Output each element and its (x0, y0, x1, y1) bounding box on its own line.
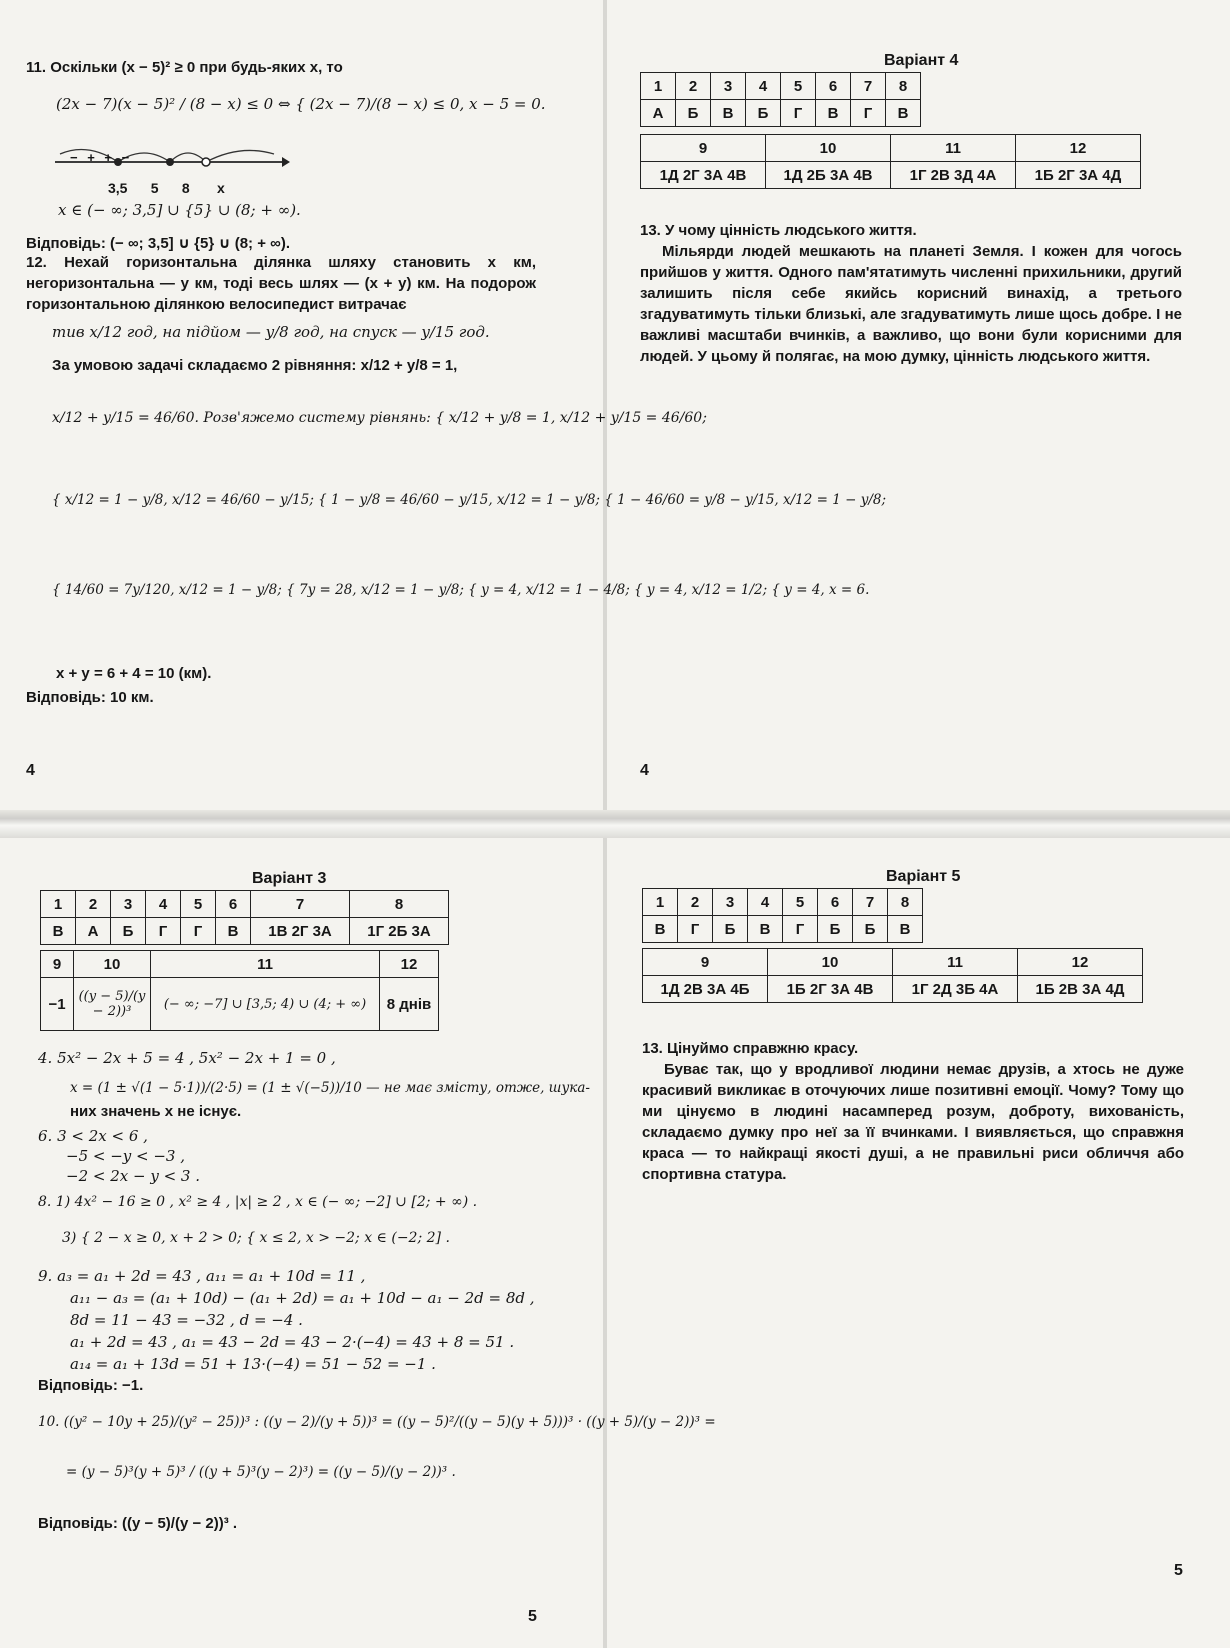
table-header-row: 9 10 11 12 (41, 951, 439, 978)
task-12-step-2: { 14/60 = 7y/120, x/12 = 1 − y/8; { 7y = 28, x/12 = 1 − y/8; { y = 4, x/12 = 1 − 4/8; { y = 4, x/12 = 1/2; { y = 4, x = 6. (52, 582, 870, 598)
essay-13 (642, 1038, 1184, 1185)
number-line-marks: 3,5 5 8 x (108, 180, 225, 196)
task-9-line-4: a₁ + 2d = 43 , a₁ = 43 − 2d = 43 − 2·(−4) = 43 + 8 = 51 . (70, 1333, 515, 1351)
table-row: 1Д 2В 3А 4Б 1Б 2Г 3А 4В 1Г 2Д 3Б 4А 1Б 2В 3А 4Д (643, 976, 1143, 1003)
task-9-line-2: a₁₁ − a₃ = (a₁ + 10d) − (a₁ + 2d) = a₁ + 10d − a₁ − 2d = 8d , (70, 1289, 535, 1307)
page-top-right (606, 0, 1230, 810)
page-bottom-left (0, 838, 716, 1648)
task-4-line-2: x = (1 ± √(1 − 5·1))/(2·5) = (1 ± √(−5))/10 — не має змісту, отже, шука- (70, 1080, 590, 1096)
task-10-answer: Відповідь: ((y − 5)/(y − 2))³ . (38, 1515, 238, 1532)
page-number: 5 (1174, 1562, 1183, 1579)
task-11-system: (2x − 7)(x − 5)² / (8 − x) ≤ 0 ⇔ { (2x − 7)/(8 − x) ≤ 0, x − 5 = 0. (56, 95, 546, 113)
point-8 (202, 158, 210, 166)
task-12-times: тив x/12 год, на підйом — y/8 год, на спуск — y/15 год. (52, 323, 490, 341)
table-header-row: 9 10 11 12 (641, 135, 1141, 162)
page-number: 5 (528, 1608, 537, 1625)
variant-title: Варіант 5 (886, 868, 961, 885)
answers-table-2 (642, 948, 1143, 1003)
task-9-line-5: a₁₄ = a₁ + 13d = 51 + 13·(−4) = 51 − 52 = −1 . (70, 1355, 436, 1373)
task-12-system: x/12 + y/15 = 46/60. Розв'яжемо систему рівнянь: { x/12 + y/8 = 1, x/12 + y/15 = 46/60; (52, 410, 707, 426)
task-6-line-1: 6. 3 < 2x < 6 , (38, 1127, 148, 1145)
task-11-answer: Відповідь: (− ∞; 3,5] ∪ {5} ∪ (8; + ∞). (26, 235, 290, 252)
task-4-line-1: 4. 5x² − 2x + 5 = 4 , 5x² − 2x + 1 = 0 , (38, 1049, 336, 1067)
task-8-line-2: 3) { 2 − x ≥ 0, x + 2 > 0; { x ≤ 2, x > −2; x ∈ (−2; 2] . (62, 1230, 450, 1246)
task-11-solution: x ∈ (− ∞; 3,5] ∪ {5} ∪ (8; + ∞). (58, 201, 301, 219)
number-line-signs: − + + − (70, 150, 130, 165)
answers-table-1 (642, 888, 923, 943)
table-header-row: 1 2 3 4 5 6 7 8 (643, 889, 923, 916)
task-12-equation-1: За умовою задачі складаємо 2 рівняння: x/12 + y/8 = 1, (52, 357, 458, 374)
table-row: 1Д 2Г 3А 4В 1Д 2Б 3А 4В 1Г 2В 3Д 4А 1Б 2Г 3А 4Д (641, 162, 1141, 189)
task-4-line-3: них значень x не існує. (70, 1103, 242, 1120)
task-10-line-2: = (y − 5)³(y + 5)³ / ((y + 5)³(y − 2)³) = ((y − 5)/(y − 2))³ . (66, 1464, 456, 1480)
essay-text: Буває так, що у вродливої людини немає друзів, а хтось не дуже красивий викликає в оточуючих лише позитивні емоції. Чому? Тому що ми цінуємо в людині насамперед розум, доброту, вихованість, складаємо думку про неї за її вчинками. І виявляється, що справжня краса — то найкращі якості душі, а не правильні риси обличчя або спортивна статура. (642, 1061, 1184, 1183)
point-5 (166, 158, 174, 166)
page-number: 4 (640, 762, 649, 779)
task-12-sum: x + y = 6 + 4 = 10 (км). (56, 665, 212, 682)
essay-title: 13. Цінуймо справжню красу. (642, 1040, 859, 1057)
task-11-line-1: 11. Оскільки (x − 5)² ≥ 0 при будь-яких x, то (26, 59, 343, 76)
table-row: В А Б Г Г В 1В 2Г 3А 1Г 2Б 3А (41, 918, 449, 945)
task-9-line-1: 9. a₃ = a₁ + 2d = 43 , a₁₁ = a₁ + 10d = 11 , (38, 1267, 366, 1285)
essay-13 (640, 220, 1182, 367)
essay-text: Мільярди людей мешкають на планеті Земля. І кожен для чогось прийшов у життя. Одного пам'ятатимуть численні прихильники, другий залишить після себе якийсь корисний винахід, а третього згадуватимуть тільки близькі, але згадуватимуть лише щось добре. І не важливі масштаби вчинків, а важливо, що вони були корисними для людей. У цьому й полягає, на мою думку, цінність людського життя. (640, 243, 1182, 365)
page-fold-horizontal (0, 810, 1230, 838)
answers-table-2 (40, 950, 439, 1031)
table-row: −1 ((y − 5)/(y − 2))³ (− ∞; −7] ∪ [3,5; 4) ∪ (4; + ∞) 8 днів (41, 978, 439, 1031)
table-header-row: 1 2 3 4 5 6 7 8 (41, 891, 449, 918)
table-row: А Б В Б Г В Г В (641, 100, 921, 127)
task-9-answer: Відповідь: −1. (38, 1377, 144, 1394)
task-9-line-3: 8d = 11 − 43 = −32 , d = −4 . (70, 1311, 303, 1329)
table-header-row: 1 2 3 4 5 6 7 8 (641, 73, 921, 100)
task-12-answer: Відповідь: 10 км. (26, 689, 154, 706)
answers-table-1 (40, 890, 449, 945)
variant-title: Варіант 3 (252, 870, 327, 887)
answers-table-1 (640, 72, 921, 127)
task-10-line-1: 10. ((y² − 10y + 25)/(y² − 25))³ : ((y − 2)/(y + 5))³ = ((y − 5)²/((y − 5)(y + 5)))³ · ((y + 5)/(y − 2))³ = (38, 1414, 716, 1430)
variant-title: Варіант 4 (884, 52, 959, 69)
task-12-statement: 12. Нехай горизонтальна ділянка шляху становить x км, негоризонтальна — y км, тоді весь шлях — (x + y) км. На подорож горизонтальною ділянкою велосипедист витрачає (26, 254, 536, 313)
page-bottom-right (606, 838, 1230, 1648)
answers-table-2 (640, 134, 1141, 189)
task-8-line-1: 8. 1) 4x² − 16 ≥ 0 , x² ≥ 4 , |x| ≥ 2 , x ∈ (− ∞; −2] ∪ [2; + ∞) . (38, 1194, 478, 1210)
task-6-line-2: −5 < −y < −3 , (66, 1147, 186, 1165)
table-header-row: 9 10 11 12 (643, 949, 1143, 976)
page-number: 4 (26, 762, 35, 779)
task-12-step-1: { x/12 = 1 − y/8, x/12 = 46/60 − y/15; { 1 − y/8 = 46/60 − y/15, x/12 = 1 − y/8; { 1 − 46/60 = y/8 − y/15, x/12 = 1 − y/8; (52, 492, 887, 508)
essay-title: 13. У чому цінність людського життя. (640, 222, 917, 239)
table-row: В Г Б В Г Б Б В (643, 916, 923, 943)
task-6-line-3: −2 < 2x − y < 3 . (66, 1167, 200, 1185)
